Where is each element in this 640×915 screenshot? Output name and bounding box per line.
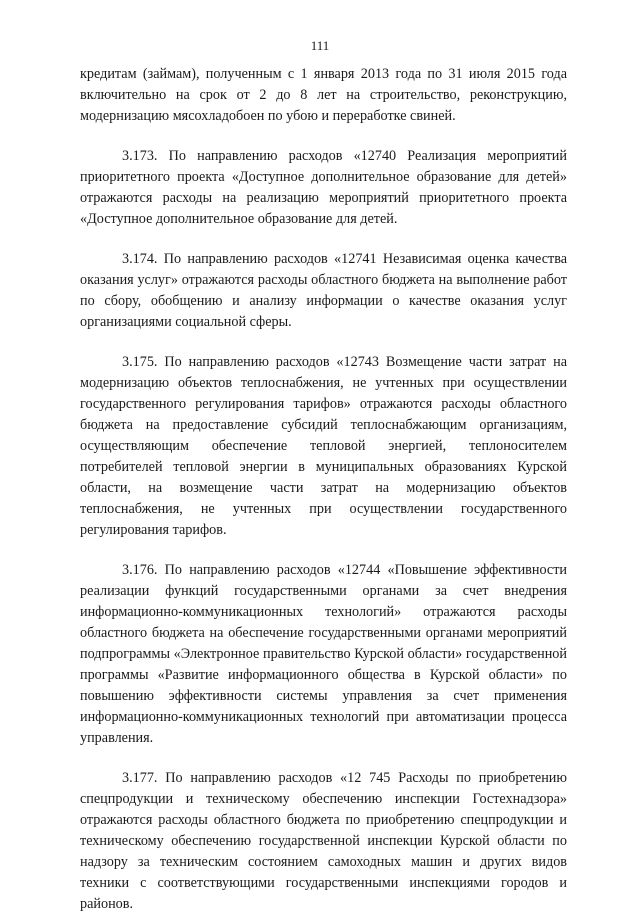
paragraph-3-175: 3.175. По направлению расходов «12743 Возмещение части затрат на модернизацию объектов теплоснабжения, не учтенных при осуществлении государственного регулирования тарифов» отражаются расходы областного бюджета на предоставление субсидий теплоснабжающим организациям, осуществляющим обеспечение тепловой энергией, теплоносителем потребителей тепловой энергии в муниципальных образованиях Курской области, на возмещение части затрат на модернизацию объектов теплоснабжения, не учтенных при осуществлении государственного регулирования тарифов.: [80, 354, 567, 538]
paragraph-continuation: кредитам (займам), полученным с 1 января 2013 года по 31 июля 2015 года включительно на срок от 2 до 8 лет на строительство, реконструкцию, модернизацию мясохладобоен по убою и переработке свиней.: [80, 66, 567, 124]
document-body: [80, 64, 567, 915]
paragraph-3-177: 3.177. По направлению расходов «12 745 Расходы по приобретению спецпродукции и техническому обеспечению инспекции Гостехнадзора» отражаются расходы областного бюджета по приобретению спецпродукции и техническому обеспечению государственной инспекции Курской области по надзору за техническим состоянием самоходных машин и других видов техники с соответствующими государственными инспекциями городов и районов.: [80, 770, 567, 912]
paragraph-3-176: 3.176. По направлению расходов «12744 «Повышение эффективности реализации функций государственными органами за счет внедрения информационно-коммуникационных технологий» отражаются расходы областного бюджета на обеспечение государственными органами мероприятий подпрограммы «Электронное правительство Курской области» государственной программы «Развитие информационного общества в Курской области» по повышению эффективности системы управления за счет применения информационно-коммуникационных технологий при автоматизации процесса управления.: [80, 562, 567, 746]
page-number: 111: [310, 38, 330, 53]
paragraph-3-173: 3.173. По направлению расходов «12740 Реализация мероприятий приоритетного проекта «Доступное дополнительное образование для детей» отражаются расходы на реализацию мероприятий приоритетного проекта «Доступное дополнительное образование для детей.: [80, 148, 567, 227]
paragraph-3-174: 3.174. По направлению расходов «12741 Независимая оценка качества оказания услуг» отражаются расходы областного бюджета на выполнение работ по сбору, обобщению и анализу информации о качестве оказания услуг организациями социальной сферы.: [80, 251, 567, 330]
